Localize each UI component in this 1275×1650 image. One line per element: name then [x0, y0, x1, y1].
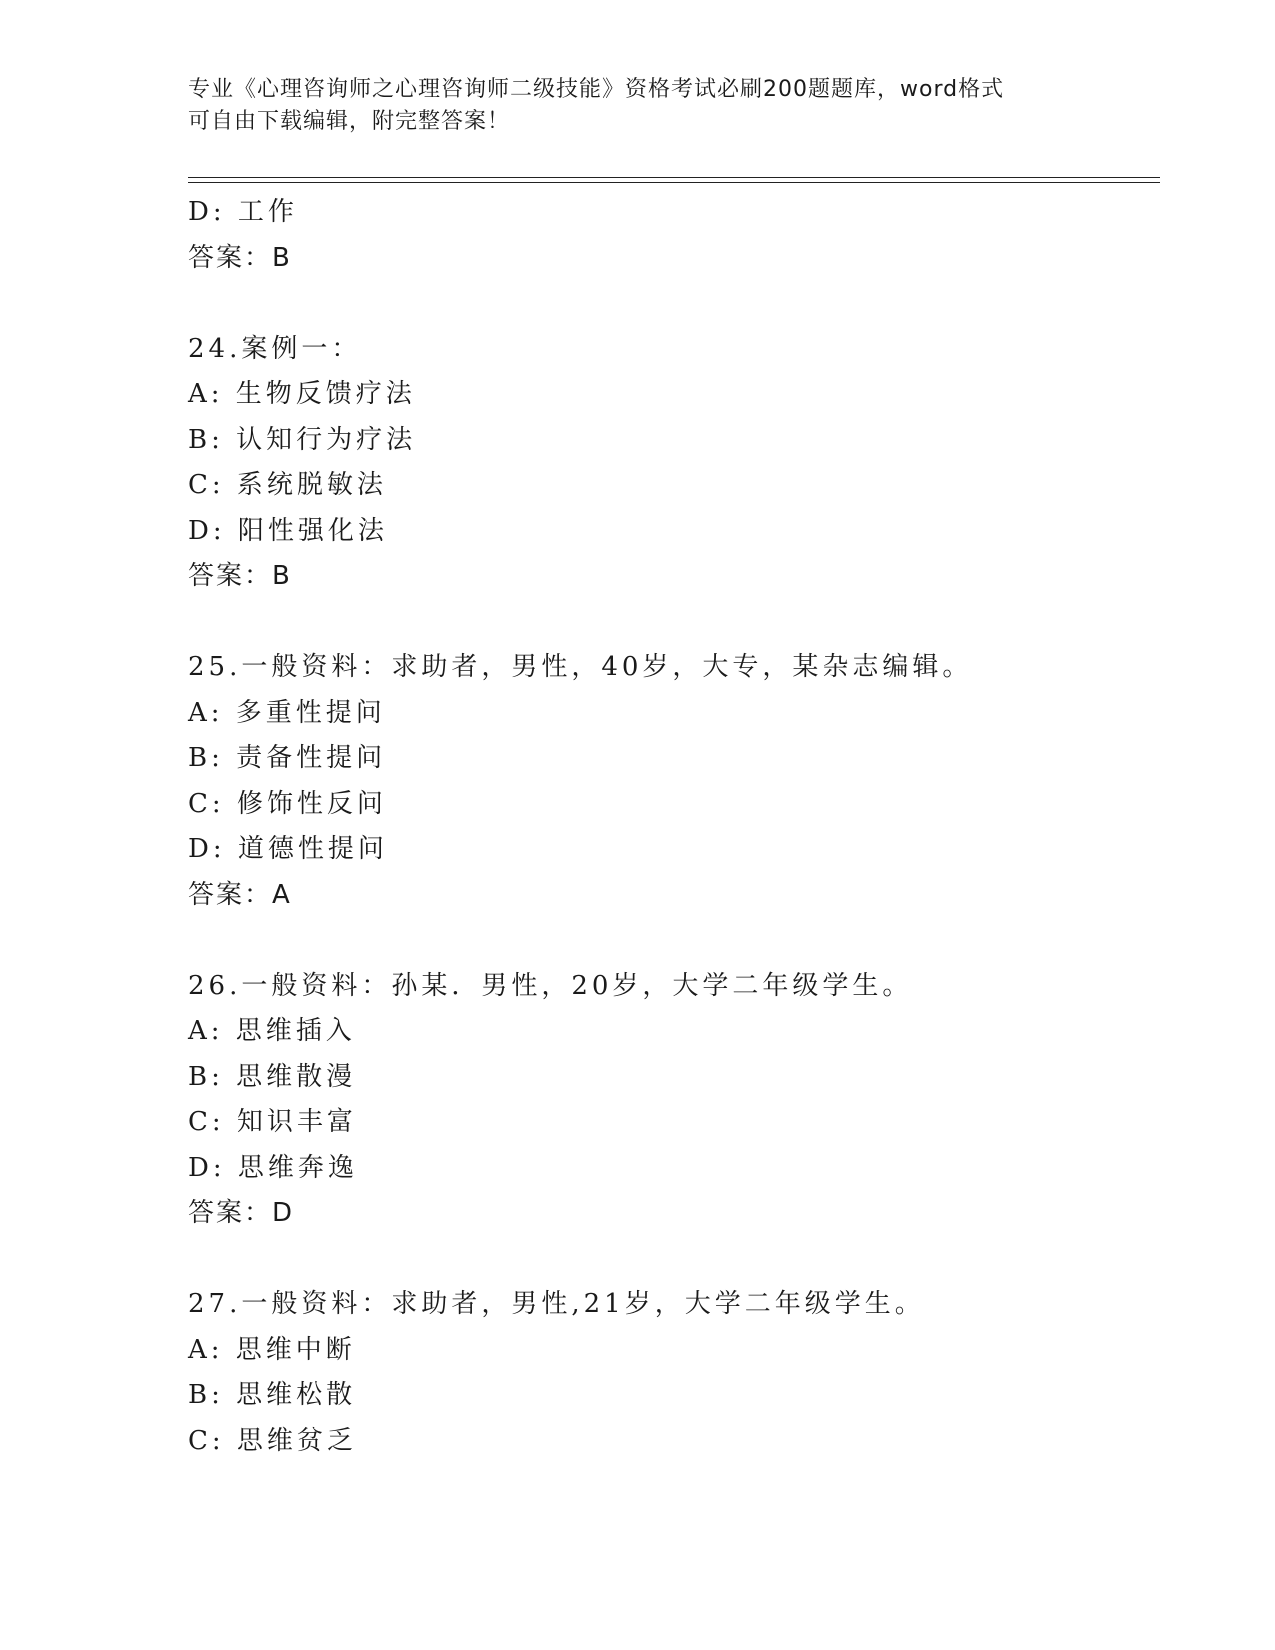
option-d: D: 道德性提问 [188, 834, 388, 864]
option-a: A: 思维中断 [188, 1334, 356, 1365]
answer-line: 答案：B [188, 561, 292, 591]
question-24 [188, 327, 1168, 600]
spacer [188, 600, 1168, 646]
previous-question-tail [188, 190, 1168, 281]
answer-line: 答案：A [188, 879, 292, 910]
question-26 [188, 964, 1168, 1237]
header-divider-top [188, 177, 1160, 178]
answer-line: 答案：B [188, 242, 292, 273]
option-d: D: 思维奔逸 [188, 1152, 358, 1183]
option-c: C: 知识丰富 [188, 1107, 357, 1137]
question-stem: 25.一般资料：求助者，男性，40岁，大专，某杂志编辑。 [188, 652, 973, 682]
option-c: C: 修饰性反问 [188, 788, 387, 819]
option-a: A: 生物反馈疗法 [188, 379, 416, 409]
option-d: D: 工作 [188, 197, 298, 227]
option-d: D: 阳性强化法 [188, 515, 388, 546]
option-b: B: 思维散漫 [188, 1061, 357, 1092]
option-b: B: 责备性提问 [188, 743, 387, 773]
header-divider-bottom [188, 182, 1160, 183]
header-title-line-1: 专业《心理咨询师之心理咨询师二级技能》资格考试必刷200题题库，word格式 [188, 77, 1005, 102]
question-stem: 24.案例一： [188, 333, 362, 364]
question-stem: 26.一般资料：孙某．男性，20岁，大学二年级学生。 [188, 970, 913, 1001]
question-stem: 27.一般资料：求助者，男性,21岁，大学二年级学生。 [188, 1289, 925, 1319]
document-header [188, 74, 1088, 138]
spacer [188, 1237, 1168, 1283]
option-b: B: 思维松散 [188, 1380, 357, 1410]
option-a: A: 思维插入 [188, 1016, 356, 1046]
spacer [188, 918, 1168, 964]
spacer [188, 281, 1168, 327]
header-title-line-2: 可自由下载编辑，附完整答案！ [188, 109, 511, 134]
option-a: A: 多重性提问 [188, 697, 386, 728]
answer-line: 答案：D [188, 1198, 295, 1228]
option-c: C: 系统脱敏法 [188, 470, 387, 500]
question-27 [188, 1282, 1168, 1464]
question-25 [188, 645, 1168, 918]
question-list [188, 190, 1168, 1464]
option-c: C: 思维贫乏 [188, 1425, 357, 1456]
option-b: B: 认知行为疗法 [188, 424, 417, 455]
